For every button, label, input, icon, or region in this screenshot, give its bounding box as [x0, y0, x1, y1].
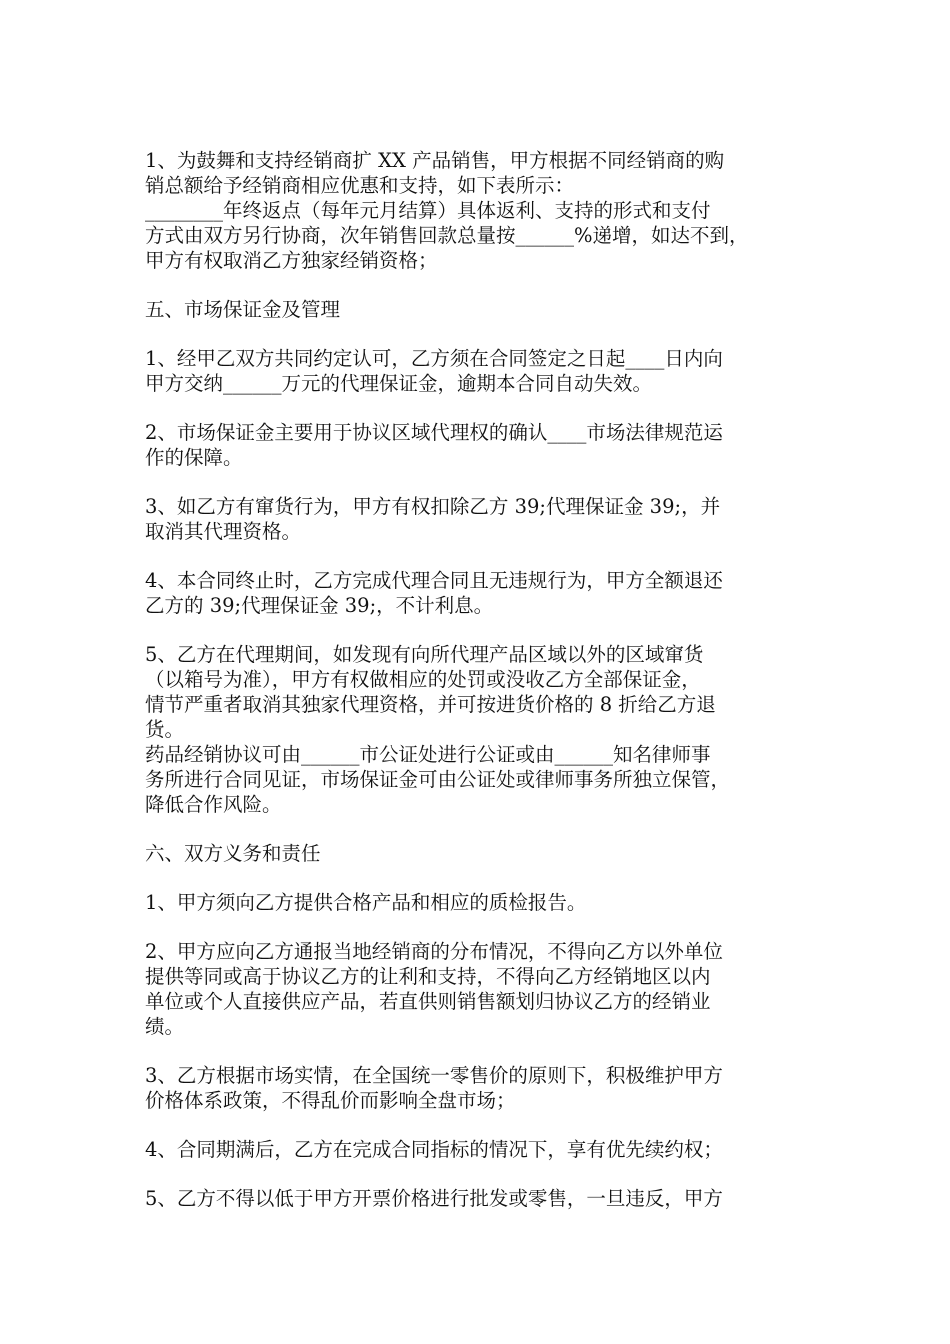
- text-line: 2、市场保证金主要用于协议区域代理权的确认____市场法律规范运: [145, 421, 723, 444]
- paragraph-gap: [145, 1039, 835, 1063]
- text-line: 3、乙方根据市场实情，在全国统一零售价的原则下，积极维护甲方: [145, 1064, 723, 1087]
- paragraph-5-4: [145, 568, 835, 618]
- text-line: 方式由双方另行协商，次年销售回款总量按______%递增，如达不到，: [145, 224, 749, 247]
- paragraph-5-3: [145, 494, 835, 544]
- text-line: 价格体系政策，不得乱价而影响全盘市场；: [145, 1089, 516, 1112]
- text-line: 甲方有权取消乙方独家经销资格；: [145, 249, 438, 272]
- section-heading-5: [145, 297, 835, 322]
- paragraph-gap: [145, 322, 835, 346]
- text-line: 货。: [145, 718, 185, 741]
- paragraph-gap: [145, 915, 835, 939]
- text-line: 3、如乙方有窜货行为，甲方有权扣除乙方 39;代理保证金 39;，并: [145, 495, 721, 518]
- paragraph-gap: [145, 618, 835, 642]
- paragraph-5-2: [145, 420, 835, 470]
- paragraph-gap: [145, 544, 835, 568]
- paragraph-6-3: [145, 1063, 835, 1113]
- text-line: 作的保障。: [145, 446, 243, 469]
- text-line: 1、为鼓舞和支持经销商扩 XX 产品销售，甲方根据不同经销商的购: [145, 149, 725, 172]
- heading-text: 五、市场保证金及管理: [145, 298, 341, 321]
- paragraph-gap: [145, 817, 835, 841]
- text-line: 5、乙方不得以低于甲方开票价格进行批发或零售，一旦违反，甲方: [145, 1187, 723, 1210]
- paragraph-gap: [145, 1113, 835, 1137]
- paragraph-6-1: [145, 890, 835, 915]
- text-line: 甲方交纳______万元的代理保证金，逾期本合同自动失效。: [145, 372, 653, 395]
- text-line: 4、本合同终止时，乙方完成代理合同且无违规行为，甲方全额退还: [145, 569, 723, 592]
- text-line: 情节严重者取消其独家代理资格，并可按进货价格的 8 折给乙方退: [145, 693, 716, 716]
- paragraph-6-2: [145, 939, 835, 1039]
- paragraph-rebate: [145, 148, 835, 273]
- text-line: 2、甲方应向乙方通报当地经销商的分布情况，不得向乙方以外单位: [145, 940, 723, 963]
- text-line: 降低合作风险。: [145, 793, 282, 816]
- text-line: 乙方的 39;代理保证金 39;，不计利息。: [145, 594, 494, 617]
- paragraph-5-1: [145, 346, 835, 396]
- text-line: 1、甲方须向乙方提供合格产品和相应的质检报告。: [145, 891, 587, 914]
- paragraph-gap: [145, 866, 835, 890]
- text-line: （以箱号为准），甲方有权做相应的处罚或没收乙方全部保证金，: [145, 668, 701, 691]
- text-line: 绩。: [145, 1015, 185, 1038]
- text-line: 取消其代理资格。: [145, 520, 302, 543]
- paragraph-gap: [145, 1162, 835, 1186]
- text-line: 1、经甲乙双方共同约定认可，乙方须在合同签定之日起____日内向: [145, 347, 723, 370]
- paragraph-gap: [145, 470, 835, 494]
- heading-text: 六、双方义务和责任: [145, 842, 321, 865]
- paragraph-gap: [145, 273, 835, 297]
- paragraph-6-4: [145, 1137, 835, 1162]
- text-line: 单位或个人直接供应产品，若直供则销售额划归协议乙方的经销业: [145, 990, 711, 1013]
- paragraph-6-5: [145, 1186, 835, 1211]
- text-line: 药品经销协议可由______市公证处进行公证或由______知名律师事: [145, 743, 711, 766]
- section-heading-6: [145, 841, 835, 866]
- paragraph-gap: [145, 396, 835, 420]
- paragraph-5-5: [145, 642, 835, 817]
- text-line: 5、乙方在代理期间，如发现有向所代理产品区域以外的区域窜货: [145, 643, 704, 666]
- text-line: 提供等同或高于协议乙方的让利和支持，不得向乙方经销地区以内: [145, 965, 711, 988]
- text-line: 4、合同期满后，乙方在完成合同指标的情况下，享有优先续约权；: [145, 1138, 723, 1161]
- text-line: ________年终返点（每年元月结算）具体返利、支持的形式和支付: [145, 199, 711, 222]
- text-line: 务所进行合同见证，市场保证金可由公证处或律师事务所独立保管，: [145, 768, 731, 791]
- document-page: [145, 148, 835, 1211]
- text-line: 销总额给予经销商相应优惠和支持，如下表所示：: [145, 174, 575, 197]
